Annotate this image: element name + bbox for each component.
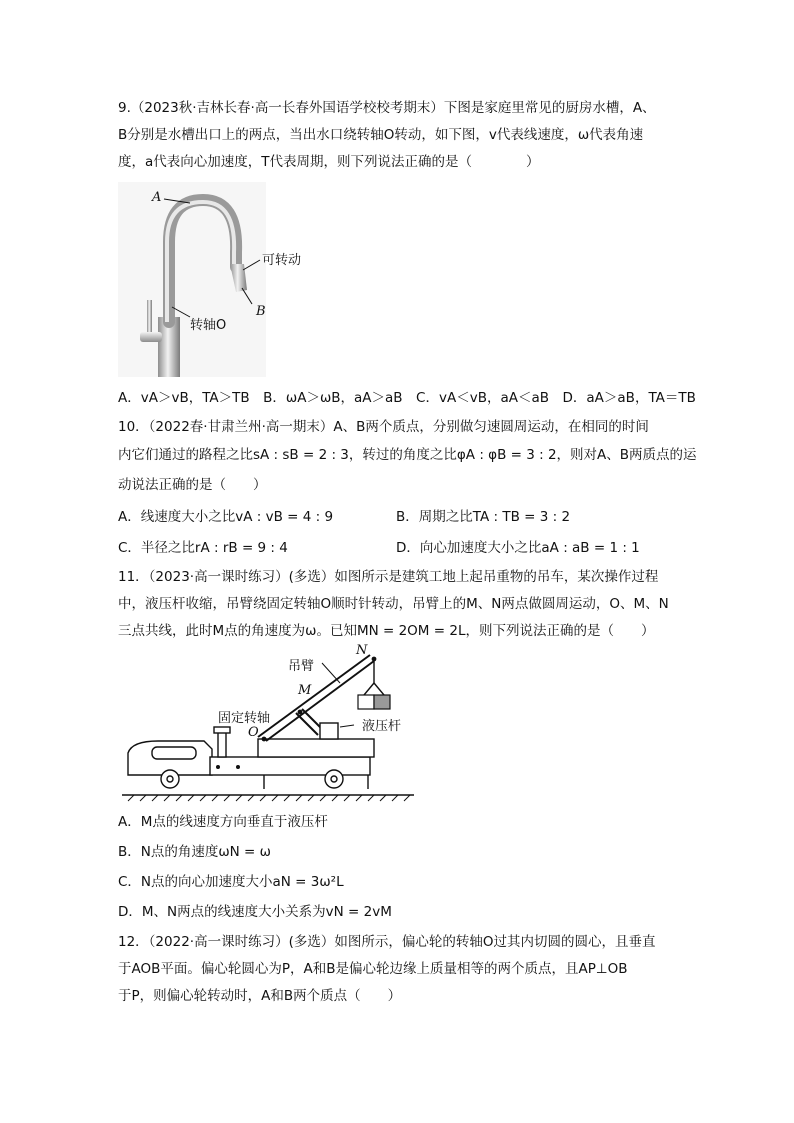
q12-line-3: 于P，则偏心轮转动时，A和B两个质点（ ） [118,988,402,1004]
q10-line-3: 动说法正确的是（ ） [118,477,267,493]
label-axis-O: 转轴O [190,318,227,333]
label-A: A [152,190,162,205]
q11-line-1: 11．（2023·高一课时练习）(多选）如图所示是建筑工地上起吊重物的吊车，某次操作过程 [118,569,659,585]
label-boom: 吊臂 [288,659,315,674]
q11-line-2: 中，液压杆收缩，吊臂绕固定转轴O顺时针转动，吊臂上的M、N两点做圆周运动，O、M、N [118,596,669,612]
label-hydraulic: 液压杆 [362,719,402,734]
faucet-illustration [118,182,328,377]
q9-options: A．vA＞vB，TA＞TB B．ωA＞ωB，aA＞aB C．vA＜vB，aA＜aB D．aA＞aB，TA＝TB [118,390,696,406]
q11-option-B: B．N点的角速度ωN = ω [118,844,271,860]
q10-line-1: 10．（2022春·甘肃兰州·高一期末）A、B两个质点，分别做匀速圆周运动，在相同的时间 [118,419,649,435]
q9-line-2: B分别是水槽出口上的两点，当出水口绕转轴O转动，如下图，v代表线速度，ω代表角速 [118,127,644,143]
label-M: M [298,683,312,698]
label-fixed-axis: 固定转轴 [218,711,271,726]
crane-figure [118,645,418,803]
label-B: B [256,304,266,319]
q10-line-2: 内它们通过的路程之比sA : sB = 2 : 3，转过的角度之比φA : φB = 3 : 2，则对A、B两质点的运 [118,447,697,463]
q10-option-C: C．半径之比rA : rB = 9 : 4 [118,540,288,556]
label-O: O [248,725,259,740]
faucet-figure [118,182,328,377]
label-N: N [356,643,368,658]
label-rotatable: 可转动 [262,253,302,268]
q11-option-A: A．M点的线速度方向垂直于液压杆 [118,814,328,830]
q10-option-A: A．线速度大小之比vA : vB = 4 : 9 [118,509,334,525]
q11-option-D: D．M、N两点的线速度大小关系为vN = 2vM [118,904,392,920]
q10-option-D: D．向心加速度大小之比aA : aB = 1 : 1 [396,540,640,556]
q12-line-2: 于AOB平面。偏心轮圆心为P，A和B是偏心轮边缘上质量相等的两个质点，且AP⊥OB [118,961,628,977]
q12-line-1: 12．（2022·高一课时练习）(多选）如图所示，偏心轮的转轴O过其内切圆的圆心，且垂直 [118,934,656,950]
q11-option-C: C．N点的向心加速度大小aN = 3ω²L [118,874,344,890]
q9-line-1: 9.（2023秋·吉林长春·高一长春外国语学校校考期末）下图是家庭里常见的厨房水槽，A、 [118,100,656,116]
q10-option-B: B．周期之比TA : TB = 3 : 2 [396,509,571,525]
q9-line-3: 度，a代表向心加速度，T代表周期，则下列说法正确的是（ ） [118,154,540,170]
q11-line-3: 三点共线，此时M点的角速度为ω。已知MN = 2OM = 2L，则下列说法正确的是（ ） [118,623,655,639]
